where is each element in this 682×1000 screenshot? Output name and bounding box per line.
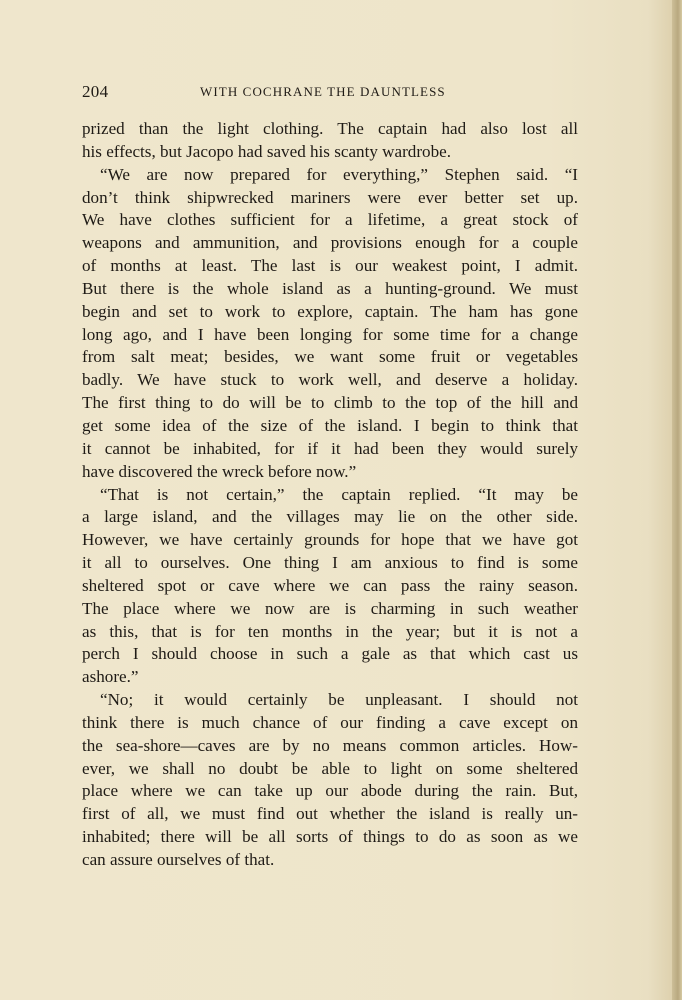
text-line: place where we can take up our abode during the rain. But,	[82, 781, 578, 801]
text-line: his effects, but Jacopo had saved his scanty wardrobe.	[82, 141, 451, 161]
text-line: perch I should choose in such a gale as that which cast us	[82, 644, 578, 664]
running-head: WITH COCHRANE THE DAUNTLESS	[200, 84, 446, 99]
text-line: don’t think shipwrecked mariners were ever better set up.	[82, 187, 578, 207]
body-text	[82, 118, 578, 872]
text-line: weapons and ammunition, and provisions enough for a couple	[82, 233, 578, 253]
text-line: inhabited; there will be all sorts of things to do as soon as we	[82, 827, 578, 847]
text-line: The place where we now are is charming in such weather	[82, 598, 578, 618]
text-line: ever, we shall no doubt be able to light on some sheltered	[82, 758, 578, 778]
text-line: begin and set to work to explore, captain. The ham has gone	[82, 301, 578, 321]
text-line: long ago, and I have been longing for some time for a change	[82, 324, 578, 344]
text-line: can assure ourselves of that.	[82, 850, 275, 869]
text-line: first of all, we must find out whether the island is really un-	[82, 804, 578, 824]
text-line: prized than the light clothing. The captain had also lost all	[82, 119, 578, 138]
text-line: We have clothes sufficient for a lifetime, a great stock of	[82, 210, 578, 230]
text-line: from salt meat; besides, we want some fruit or vegetables	[82, 347, 578, 367]
text-line: “We are now prepared for everything,” Stephen said. “I	[100, 164, 578, 184]
text-line: think there is much chance of our finding a cave except on	[82, 712, 578, 732]
page-number: 204	[82, 82, 109, 101]
text-line: get some idea of the size of the island. I begin to think that	[82, 415, 578, 435]
text-line: it cannot be inhabited, for if it had been they would surely	[82, 438, 578, 458]
text-line: of months at least. The last is our weakest point, I admit.	[82, 256, 578, 276]
text-line: However, we have certainly grounds for hope that we have got	[82, 530, 578, 550]
text-line: it all to ourselves. One thing I am anxious to find is some	[82, 553, 578, 573]
text-line: have discovered the wreck before now.”	[82, 461, 357, 481]
text-line: “That is not certain,” the captain replied. “It may be	[100, 484, 578, 504]
page-edge	[672, 0, 682, 1000]
text-line: ashore.”	[82, 667, 139, 687]
text-line: a large island, and the villages may lie on the other side.	[82, 507, 578, 527]
text-line: “No; it would certainly be unpleasant. I should not	[100, 690, 578, 710]
text-line: the sea-shore—caves are by no means common articles. How-	[82, 735, 578, 755]
text-line: badly. We have stuck to work well, and deserve a holiday.	[82, 370, 578, 390]
text-line: But there is the whole island as a hunting-ground. We must	[82, 278, 578, 298]
text-line: sheltered spot or cave where we can pass the rainy season.	[82, 575, 578, 595]
text-line: The first thing to do will be to climb to the top of the hill and	[82, 393, 578, 413]
text-line: as this, that is for ten months in the year; but it is not a	[82, 621, 578, 641]
page-header	[82, 82, 582, 102]
